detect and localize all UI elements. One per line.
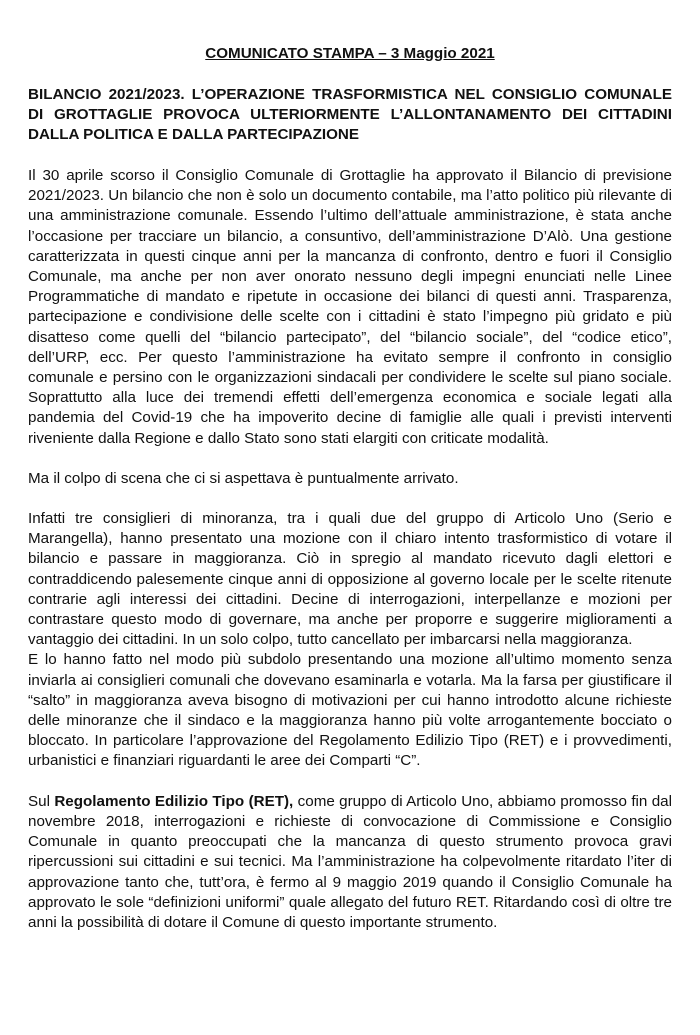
paragraph-motion-method: E lo hanno fatto nel modo più subdolo presentando una mozione all’ultimo momento senza inviarla ai consiglieri comunali che dovevano esaminarla e votarla. Ma la farsa per giustificare il “salto” in maggioranza aveva bisogno di motivazioni per cui hanno introdotto alcune richieste delle minoranze che il sindaco e la maggioranza hanno più volte arrogantemente bocciato o bloccato. In particolare l’approvazione del Regolamento Edilizio Tipo (RET) e i provvedimenti, urbanistici e finanziari riguardanti le aree dei Comparti “C”. bbox=[28, 651, 672, 770]
paragraph-councillors-motion: Infatti tre consiglieri di minoranza, tra i quali due del gruppo di Articolo Uno (Serio e Marangella), hanno presentato una mozione con il chiaro intento trasformistico di votare il bilancio e passare in maggioranza. Ciò in spregio al mandato ricevuto dagli elettori e contraddicendo palesemente cinque anni di opposizione al governo locale per le scelte ritenute contrarie agli interessi dei cittadini. Decine di interrogazioni, interpellanze e mozioni per contrastare questo modo di governare, ma anche per proporre e suggerire miglioramenti a vantaggio dei cittadini. In un solo colpo, tutto cancellato per imbarcarsi nella maggioranza. bbox=[28, 510, 672, 649]
press-release-title: BILANCIO 2021/2023. L’OPERAZIONE TRASFORMISTICA NEL CONSIGLIO COMUNALE DI GROTTAGLIE PROVOCA ULTERIORMENTE L’ALLONTANAMENTO DEI CITTADINI DALLA POLITICA E DALLA PARTECIPAZIONE bbox=[28, 86, 672, 143]
ret-paragraph-body: come gruppo di Articolo Uno, abbiamo promosso fin dal novembre 2018, interrogazioni e richieste di convocazione di Commissione e Consiglio Comunale in quanto preoccupati che la mancanza di questo strumento provoca gravi ripercussioni sui cittadini e sui tecnici. Ma l’amministrazione ha colpevolmente ritardato l’iter di approvazione tanto che, tutt’ora, è fermo al 9 maggio 2019 quando il Consiglio Comunale ha approvato le sole “definizioni uniformi” quale allegato del futuro RET. Ritardando così di oltre tre anni la possibilità di dotare il Comune di questo importante strumento. bbox=[28, 792, 673, 931]
paragraph-plot-twist: Ma il colpo di scena che ci si aspettava è puntualmente arrivato. bbox=[28, 469, 459, 487]
paragraph-ret-regulation bbox=[28, 792, 672, 933]
paragraph-budget-approval: Il 30 aprile scorso il Consiglio Comunale di Grottaglie ha approvato il Bilancio di previsione 2021/2023. Un bilancio che non è solo un documento contabile, ma l’atto politico più rilevante di una amministrazione comunale. Essendo l’ultimo dell’attuale amministrazione, è stata anche l’occasione per tracciare un bilancio, a consuntivo, dell’amministrazione D’Alò. Una gestione caratterizzata in questi cinque anni per la mancanza di confronto, dentro e fuori il Consiglio Comunale, ma anche per non aver onorato nessuno degli impegni enunciati nelle Linee Programmatiche di mandato e ripetute in occasione dei bilanci di questi anni. Trasparenza, partecipazione e condivisione delle scelte con i cittadini è stato l’impegno più gridato e più disatteso come quelli del “bilancio partecipato”, del “bilancio sociale”, del “codice etico”, dell’URP, ecc. Per questo l’amministrazione ha evitato sempre il confronto in consiglio comunale e persino con le organizzazioni sindacali per condividere le scelte sul piano sociale. Soprattutto alla luce dei tremendi effetti dell’emergenza economica e sociale legati alla pandemia del Covid-19 che ha impoverito decine di famiglie alle quali i previsti interventi riveniente dalla Regione e dallo Stato sono stati elargiti con criticate modalità. bbox=[28, 167, 672, 447]
ret-paragraph-bold-term: Regolamento Edilizio Tipo (RET), bbox=[54, 792, 294, 810]
ret-paragraph-lead: Sul bbox=[28, 792, 55, 810]
press-release-heading: COMUNICATO STAMPA – 3 Maggio 2021 bbox=[205, 45, 495, 62]
